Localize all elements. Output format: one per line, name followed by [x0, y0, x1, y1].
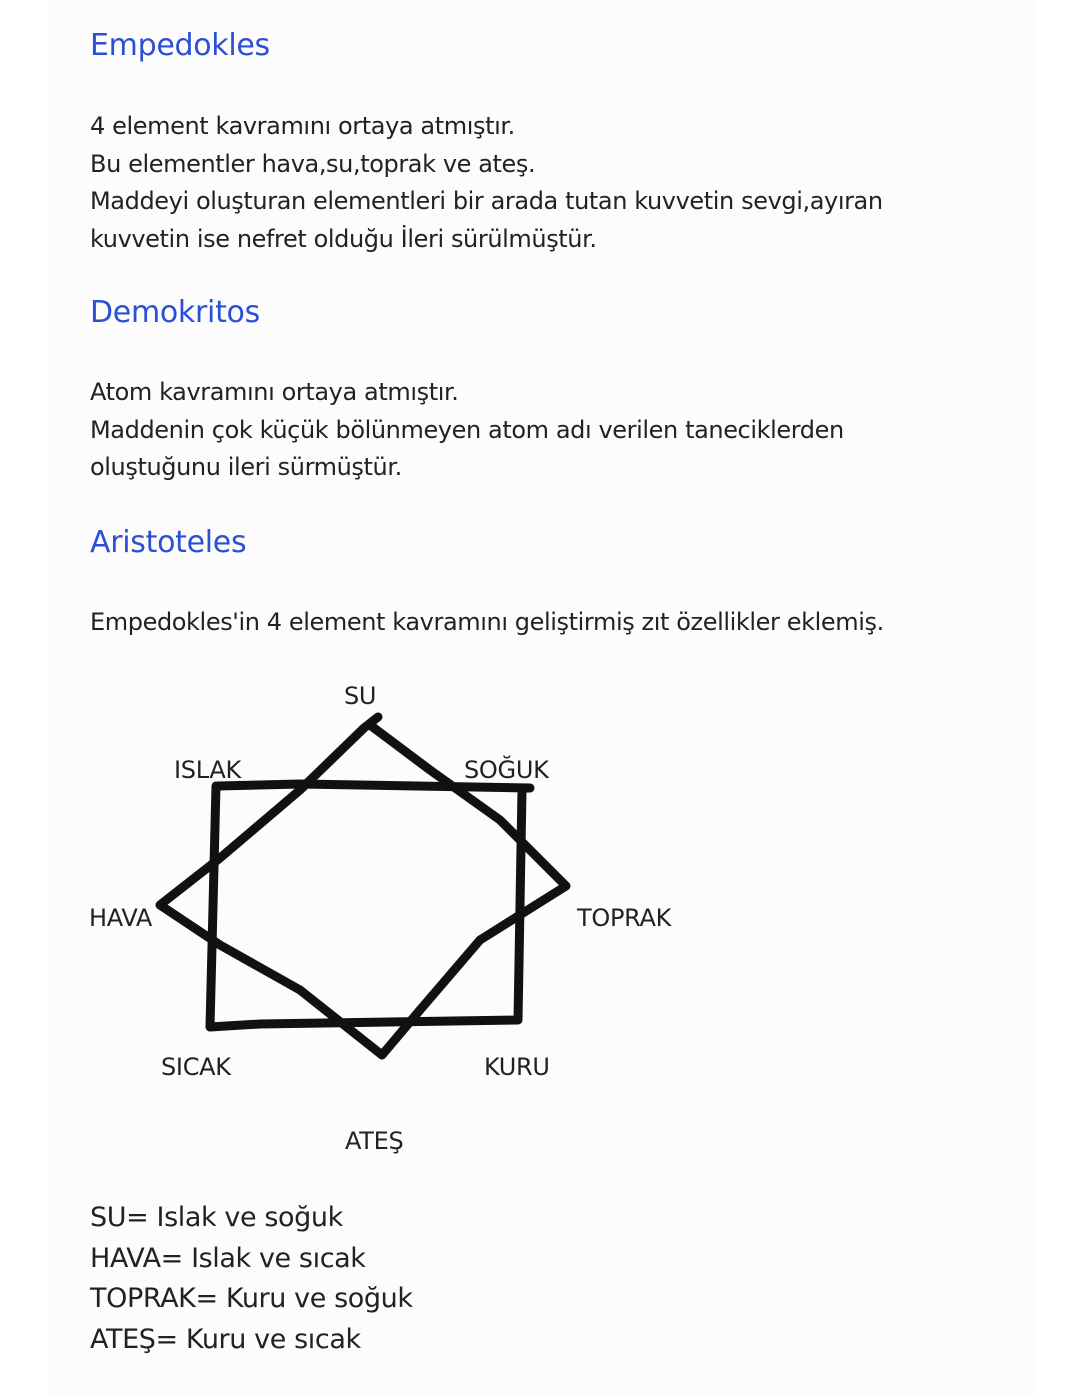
diagram-label-soguk: SOĞUK — [464, 756, 549, 784]
legend-row-su: SU= Islak ve soğuk — [90, 1202, 343, 1233]
diagram-label-sicak: SICAK — [161, 1053, 231, 1081]
section-body-demokritos — [90, 374, 844, 487]
section-body-aristoteles — [90, 604, 884, 642]
diagram-label-toprak: TOPRAK — [577, 904, 672, 932]
element-properties-legend — [90, 1198, 413, 1360]
diagram-label-ates: ATEŞ — [345, 1127, 404, 1155]
diagram-label-su: SU — [344, 682, 377, 710]
diagram-label-hava: HAVA — [89, 904, 153, 932]
text-line: Bu elementler hava,su,toprak ve ateş. — [90, 149, 536, 178]
section-title-aristoteles: Aristoteles — [90, 525, 247, 560]
section-title-empedokles: Empedokles — [90, 28, 270, 63]
section-body-empedokles — [90, 108, 883, 258]
text-line: oluştuğunu ileri sürmüştür. — [90, 453, 402, 481]
diagram-label-islak: ISLAK — [174, 756, 241, 784]
text-line: Maddeyi oluşturan elementleri bir arada tutan kuvvetin sevgi,ayıran — [90, 187, 883, 215]
text-line: 4 element kavramını ortaya atmıştır. — [90, 112, 515, 140]
text-line: Maddenin çok küçük bölünmeyen atom adı verilen taneciklerden — [90, 415, 844, 444]
text-line: Empedokles'in 4 element kavramını geliştirmiş zıt özellikler eklemiş. — [90, 608, 884, 636]
text-line: kuvvetin ise nefret olduğu İleri sürülmüştür. — [90, 224, 597, 253]
section-title-demokritos: Demokritos — [90, 295, 260, 330]
legend-row-hava: HAVA= Islak ve sıcak — [90, 1242, 366, 1274]
diagram-label-kuru: KURU — [484, 1053, 550, 1081]
legend-row-toprak: TOPRAK= Kuru ve soğuk — [90, 1283, 413, 1314]
legend-row-ates: ATEŞ= Kuru ve sıcak — [90, 1323, 361, 1355]
text-line: Atom kavramını ortaya atmıştır. — [90, 378, 459, 406]
